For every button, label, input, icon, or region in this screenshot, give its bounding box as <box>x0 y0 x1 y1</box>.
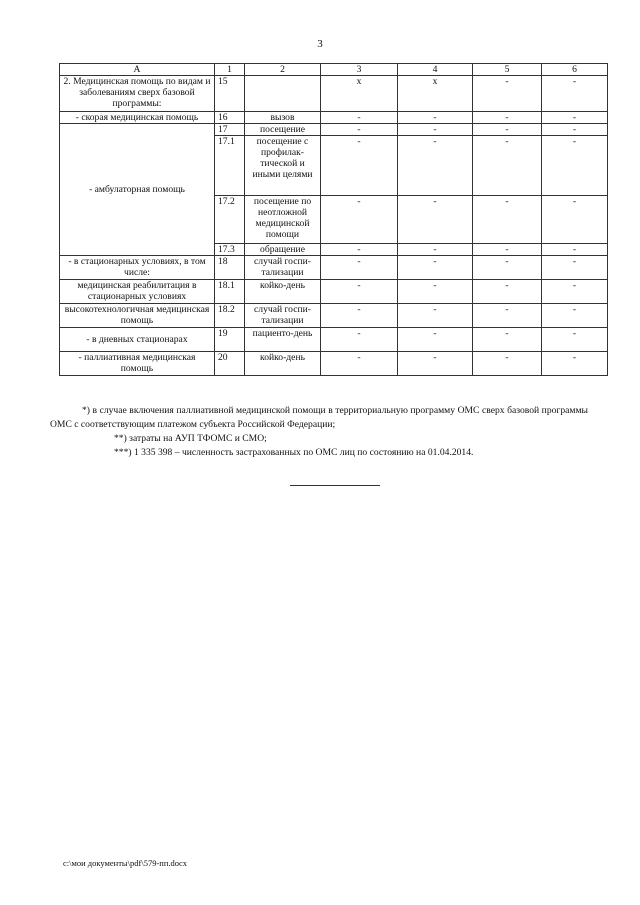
cell-col3: - <box>321 196 398 244</box>
table-header-row <box>60 64 608 76</box>
cell-col4: - <box>398 196 473 244</box>
row-number: 20 <box>215 352 245 376</box>
cell-col5: - <box>473 124 542 136</box>
cell-col3: - <box>321 304 398 328</box>
cell-col4: - <box>398 136 473 196</box>
row-unit: обращение <box>245 244 321 256</box>
table-row <box>60 112 608 124</box>
header-cell: 3 <box>321 64 398 76</box>
cell-col3: - <box>321 328 398 352</box>
row-name: - в стационарных условиях, в том числе: <box>60 256 215 280</box>
row-number: 15 <box>215 76 245 112</box>
table-row <box>60 352 608 376</box>
cell-col5: - <box>473 112 542 124</box>
cell-col4: х <box>398 76 473 112</box>
row-unit: койко-день <box>245 280 321 304</box>
row-unit: посещение <box>245 124 321 136</box>
cell-col3: - <box>321 352 398 376</box>
footnotes <box>50 404 588 460</box>
row-number: 17.3 <box>215 244 245 256</box>
cell-col6: - <box>542 196 608 244</box>
header-cell: 6 <box>542 64 608 76</box>
row-name: - паллиативная медицинская помощь <box>60 352 215 376</box>
cell-col4: - <box>398 124 473 136</box>
row-number: 16 <box>215 112 245 124</box>
footnote: **) затраты на АУП ТФОМС и СМО; <box>114 433 267 444</box>
cell-col4: - <box>398 328 473 352</box>
row-unit: случай госпи-тализации <box>245 256 321 280</box>
cell-col5: - <box>473 304 542 328</box>
cell-col6: - <box>542 76 608 112</box>
cell-col5: - <box>473 352 542 376</box>
cell-col6: - <box>542 256 608 280</box>
table-row <box>60 304 608 328</box>
row-number: 17.2 <box>215 196 245 244</box>
cell-col6: - <box>542 124 608 136</box>
header-cell: 4 <box>398 64 473 76</box>
header-cell: 5 <box>473 64 542 76</box>
row-name: медицинская реабилитация в стационарных условиях <box>60 280 215 304</box>
header-cell: А <box>60 64 215 76</box>
row-unit: вызов <box>245 112 321 124</box>
row-number: 18 <box>215 256 245 280</box>
cell-col6: - <box>542 304 608 328</box>
table-row <box>60 280 608 304</box>
cell-col3: - <box>321 112 398 124</box>
cell-col5: - <box>473 136 542 196</box>
page-number: 3 <box>317 38 323 50</box>
row-unit: посещение с профилак-тической и иными целями <box>245 136 321 196</box>
cell-col5: - <box>473 328 542 352</box>
cell-col6: - <box>542 136 608 196</box>
cell-col5: - <box>473 280 542 304</box>
row-number: 17.1 <box>215 136 245 196</box>
row-unit: койко-день <box>245 352 321 376</box>
row-name: высокотехнологичная медицинская помощь <box>60 304 215 328</box>
cell-col6: - <box>542 280 608 304</box>
cell-col3: - <box>321 256 398 280</box>
cell-col3: - <box>321 136 398 196</box>
cell-col5: - <box>473 256 542 280</box>
cell-col3: - <box>321 244 398 256</box>
row-name: - амбулаторная помощь <box>60 124 215 256</box>
footnote: ***) 1 335 398 – численность застрахованных по ОМС лиц по состоянию на 01.04.2014. <box>114 447 474 458</box>
cell-col6: - <box>542 112 608 124</box>
divider-line <box>290 485 380 486</box>
row-unit: посещение по неотложной медицинской помощи <box>245 196 321 244</box>
cell-col4: - <box>398 112 473 124</box>
row-unit: пациенто-день <box>245 328 321 352</box>
table-row <box>60 124 608 136</box>
cell-col6: - <box>542 244 608 256</box>
cell-col6: - <box>542 352 608 376</box>
cell-col3: - <box>321 124 398 136</box>
row-number: 18.2 <box>215 304 245 328</box>
row-name: 2. Медицинская помощь по видам и заболеваниям сверх базовой программы: <box>60 76 215 112</box>
cell-col5: - <box>473 196 542 244</box>
table-row <box>60 328 608 352</box>
row-name: - в дневных стационарах <box>60 328 215 352</box>
row-unit <box>245 76 321 112</box>
cell-col4: - <box>398 256 473 280</box>
cell-col6: - <box>542 328 608 352</box>
cell-col4: - <box>398 244 473 256</box>
cell-col4: - <box>398 304 473 328</box>
row-name: - скорая медицинская помощь <box>60 112 215 124</box>
table-row <box>60 256 608 280</box>
footnote: *) в случае включения паллиативной медицинской помощи в территориальную программу ОМС сверх базовой программы ОМС с соответствующим платежом субъекта Российской Федерации; <box>50 405 588 430</box>
cell-col5: - <box>473 244 542 256</box>
cell-col5: - <box>473 76 542 112</box>
cell-col4: - <box>398 280 473 304</box>
cell-col3: - <box>321 280 398 304</box>
row-number: 17 <box>215 124 245 136</box>
cell-col3: х <box>321 76 398 112</box>
table-row <box>60 76 608 112</box>
row-number: 19 <box>215 328 245 352</box>
file-path: c:\мои документы\pdf\579-пп.docx <box>63 858 188 868</box>
cell-col4: - <box>398 352 473 376</box>
header-cell: 2 <box>245 64 321 76</box>
data-table <box>59 63 608 376</box>
header-cell: 1 <box>215 64 245 76</box>
row-unit: случай госпи-тализации <box>245 304 321 328</box>
row-number: 18.1 <box>215 280 245 304</box>
